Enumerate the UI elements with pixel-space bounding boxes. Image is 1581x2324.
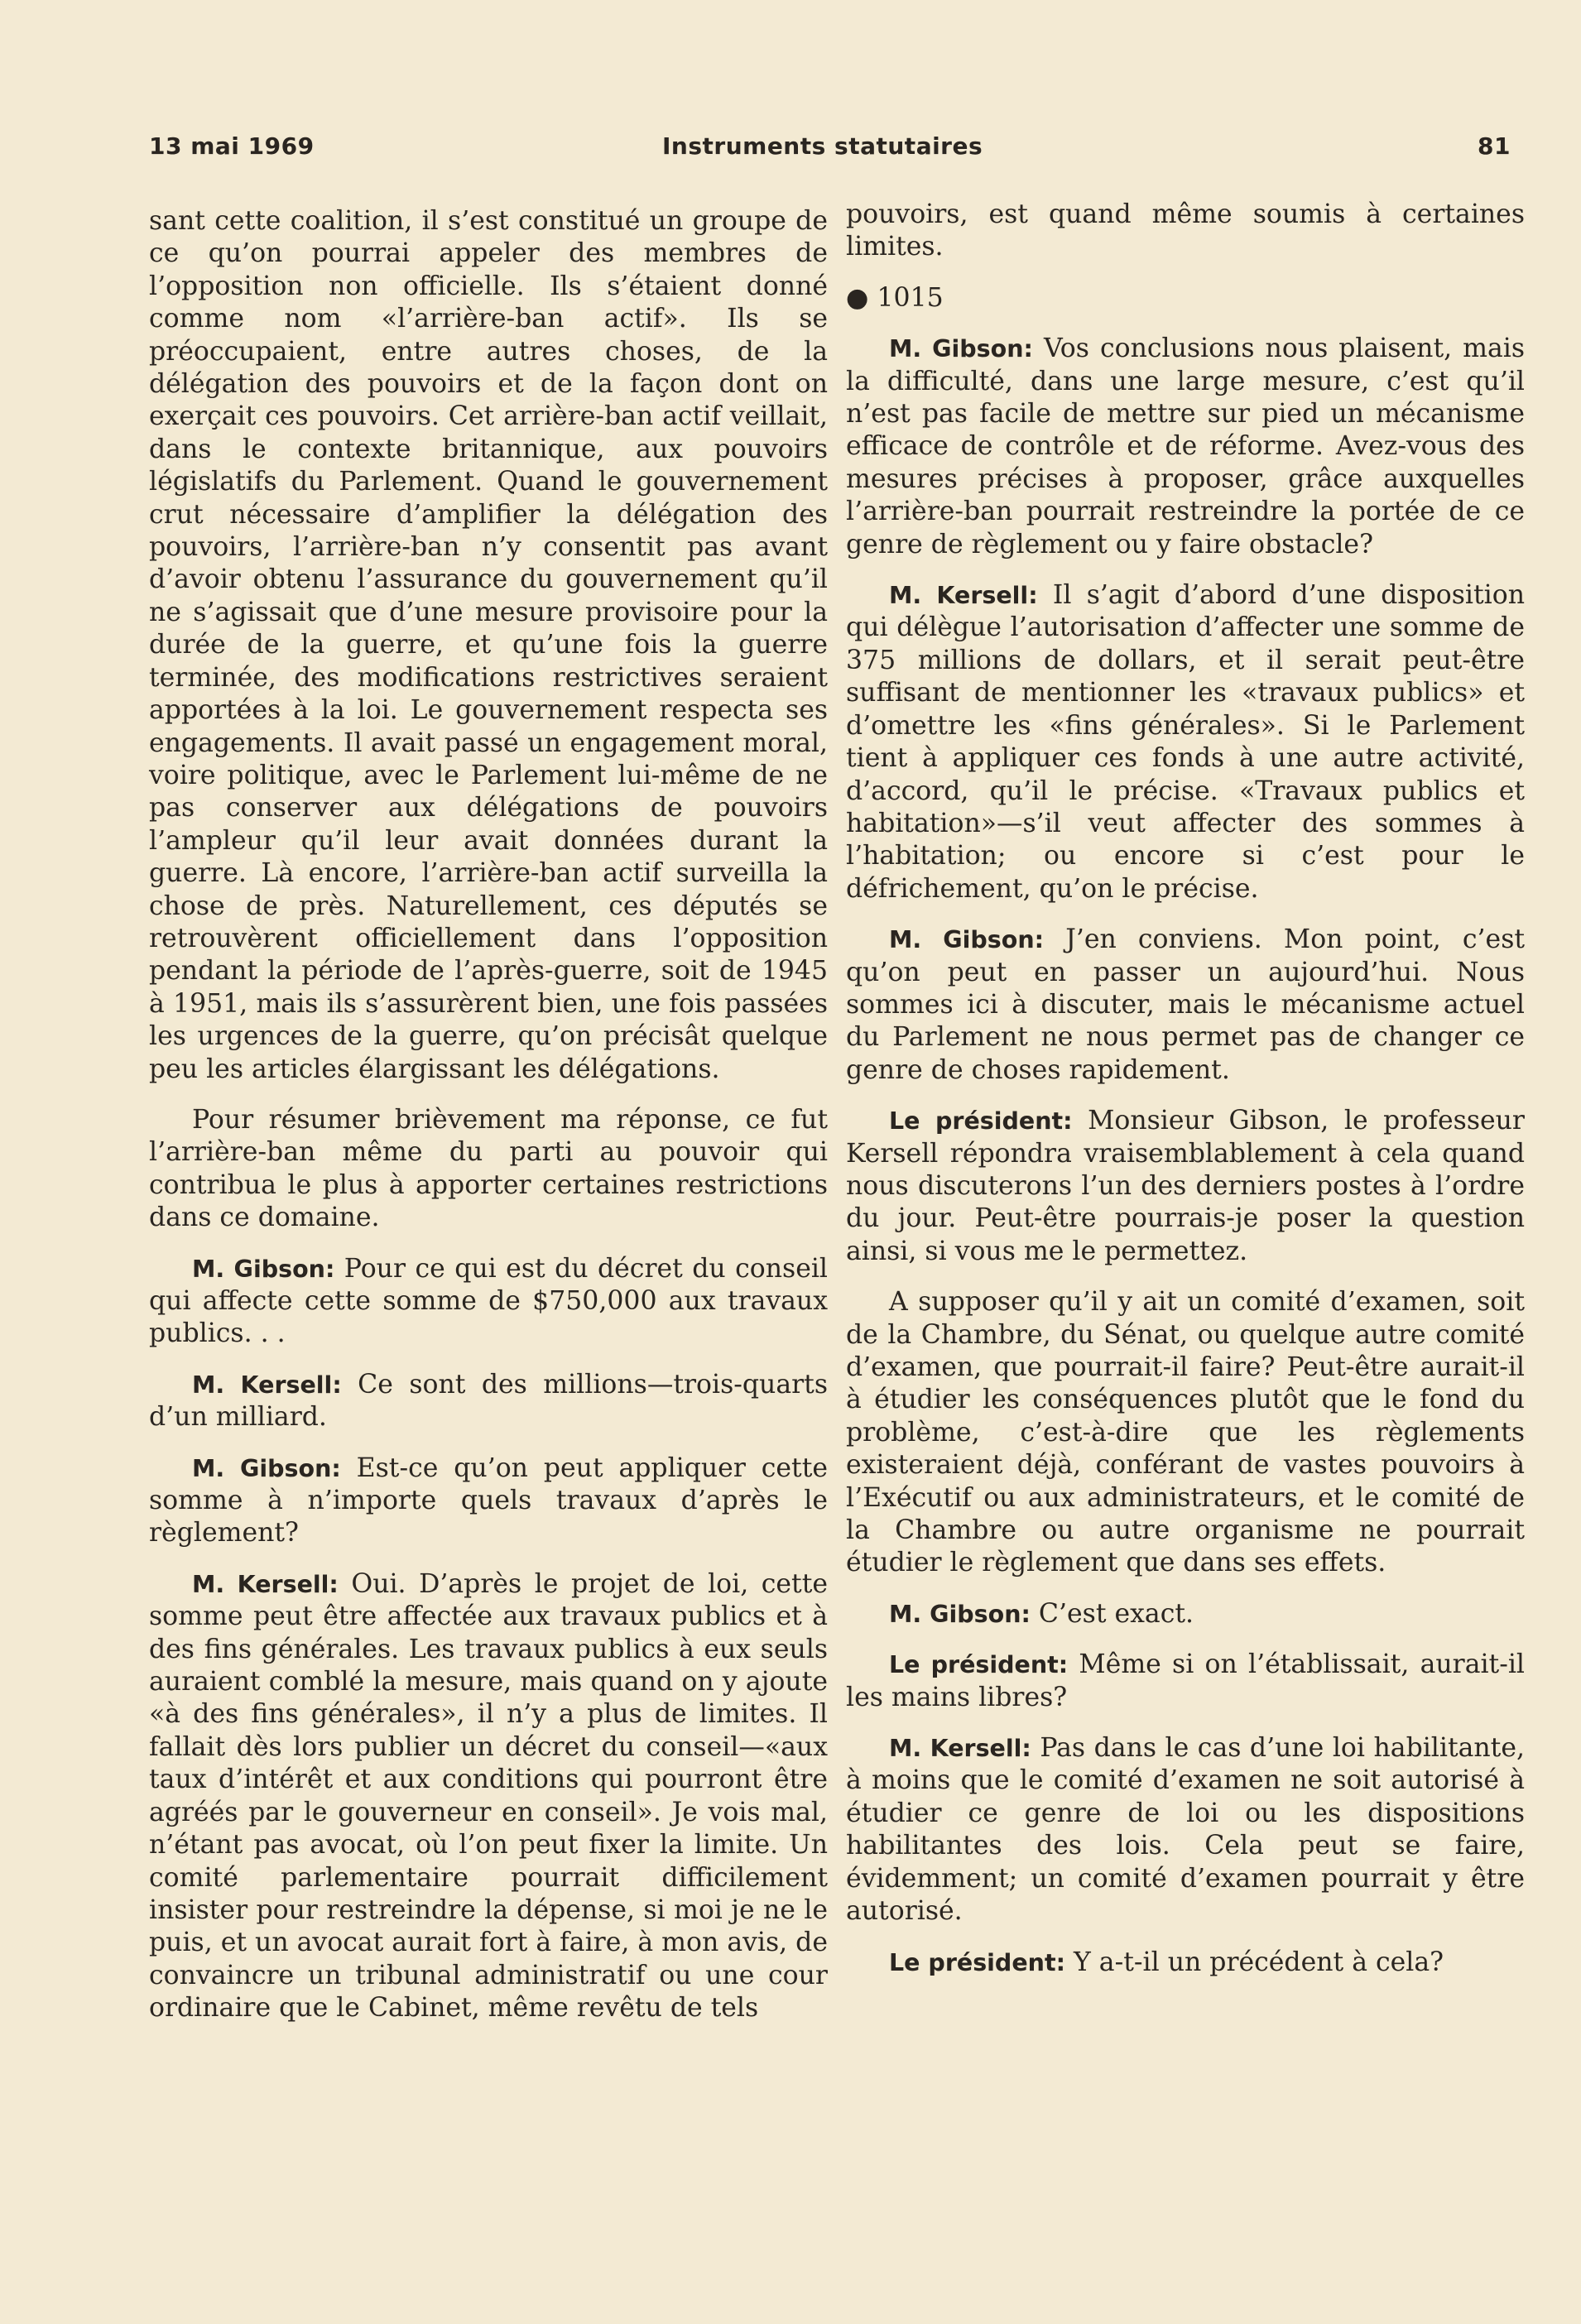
speaker-name: M. Kersell: <box>889 582 1038 610</box>
speech-paragraph <box>846 1598 1525 1630</box>
paragraph <box>846 199 1525 264</box>
speaker-name: M. Gibson: <box>889 926 1045 954</box>
paragraph <box>846 1286 1525 1580</box>
paragraph-text: Pour résumer brièvement ma réponse, ce fut l’arrière-ban même du parti au pouvoir qui contribua le plus à apporter certaines restrictions dans ce domaine. <box>149 1104 828 1233</box>
speech-paragraph <box>846 1947 1525 1979</box>
speech-paragraph <box>149 1568 828 2025</box>
paragraph-text: Y a-t-il un précédent à cela? <box>1074 1947 1444 1977</box>
header-title: Instruments statutaires <box>662 132 983 160</box>
speech-paragraph <box>149 1253 828 1351</box>
paragraph-text: C’est exact. <box>1038 1598 1194 1629</box>
paragraph-text: Est-ce qu’on peut appliquer cette somme à n’importe quels travaux d’après le règlement? <box>149 1452 828 1549</box>
paragraph-text: J’en conviens. Mon point, c’est qu’on peut en passer un aujourd’hui. Nous sommes ici à discuter, mais le mécanisme actuel du Parlement ne nous permet pas de changer ce genre de choses rapidement. <box>846 924 1526 1085</box>
paragraph-text: sant cette coalition, il s’est constitué un groupe de ce qu’on pourrai appeler des membres de l’opposition non officielle. Ils s’étaient donné comme nom «l’arrière-ban actif». Ils se préoccupaient, entre autres choses, de la délégation des pouvoirs et de la façon dont on exerçait ces pouvoirs. Cet arrière-ban actif veillait, dans le contexte britannique, aux pouvoirs législatifs du Parlement. Quand le gouvernement crut nécessaire d’amplifier la délégation des pouvoirs, l’arrière-ban n’y consentit pas avant d’avoir obtenu l’assurance du gouvernement qu’il ne s’agissait que d’une mesure provisoire pour la durée de la guerre, et qu’une fois la guerre terminée, des modifications restrictives seraient apportées à la loi. Le gouvernement respecta ses engagements. Il avait passé un engagement moral, voire politique, avec le Parlement lui-même de ne pas conserver aux délégations de pouvoirs l’ampleur qu’il leur avait données durant la guerre. Là encore, l’arrière-ban actif surveilla la chose de près. Naturellement, ces députés se retrouvèrent officiellement dans l’opposition pendant la période de l’après-guerre, soit de 1945 à 1951, mais ils s’assurèrent bien, une fois passées les urgences de la guerre, qu’on précisât quelque peu les articles élargissant les délégations. <box>149 206 828 1084</box>
header-date: 13 mai 1969 <box>149 132 315 160</box>
paragraph <box>149 1104 828 1235</box>
speaker-name: M. Gibson: <box>889 335 1033 363</box>
paragraph-text: A supposer qu’il y ait un comité d’examen, soit de la Chambre, du Sénat, ou quelque autre comité d’examen, que pourrait-il faire? Peut-être aurait-il à étudier les conséquences plutôt que le fond du problème, c’est-à-dire que les règlements existeraient déjà, conférant de vastes pouvoirs à l’Exécutif ou aux administrateurs, et le comité de la Chambre ou autre organisme ne pourrait étudier le règlement que dans ses effets. <box>846 1287 1525 1578</box>
speaker-name: Le président: <box>889 1948 1065 1976</box>
paragraph-text: Ce sont des millions—trois-quarts d’un milliard. <box>149 1369 829 1433</box>
left-column <box>149 205 828 2043</box>
speaker-name: Le président: <box>889 1651 1069 1679</box>
speaker-name: M. Kersell: <box>192 1570 339 1598</box>
speaker-name: M. Gibson: <box>192 1255 335 1283</box>
speech-paragraph <box>846 1105 1525 1268</box>
speech-paragraph <box>846 1732 1525 1928</box>
speaker-name: Le président: <box>889 1107 1073 1136</box>
paragraph <box>149 205 828 1086</box>
paragraph-text: Oui. D’après le projet de loi, cette somme peut être affectée aux travaux publics et à des fins générales. Les travaux publics à eux seuls auraient comblé la mesure, mais quand on y ajoute «à des fins générales», il n’y a plus de limites. Il fallait dès lors publier un décret du conseil—«aux taux d’intérêt et aux conditions qui pourront être agréés par le gouverneur en conseil». Je vois mal, n’étant pas avocat, où l’on peut fixer la limite. Un comité parlementaire pourrait difficilement insister pour restreindre la dépense, si moi je ne le puis, et un avocat aurait fort à faire, à mon avis, de convaincre un tribunal administratif ou une cour ordinaire que le Cabinet, même revêtu de tels <box>149 1568 829 2024</box>
paragraph-text: Même si on l’établissait, aurait-il les mains libres? <box>846 1649 1525 1712</box>
speech-paragraph <box>149 1452 828 1550</box>
paragraph-text: Monsieur Gibson, le professeur Kersell répondra vraisemblablement à cela quand nous discuterons l’un des derniers postes à l’ordre du jour. Peut-être pourrais-je poser la question ainsi, si vous me le permettez. <box>846 1106 1525 1266</box>
paragraph-text: Vos conclusions nous plaisent, mais la difficulté, dans une large mesure, c’est qu’il n’est pas facile de mettre sur pied un mécanisme efficace de contrôle et de réforme. Avez-vous des mesures précises à proposer, grâce auxquelles l’arrière-ban pourrait restreindre la portée de ce genre de règlement ou y faire obstacle? <box>846 334 1526 559</box>
speaker-name: M. Gibson: <box>192 1454 341 1482</box>
paragraph-text: Pas dans le cas d’une loi habilitante, à moins que le comité d’examen ne soit autorisé à étudier ce genre de loi ou les dispositions habilitantes des lois. Cela peut se faire, évidemment; un comité d’examen pourrait y être autorisé. <box>846 1733 1525 1927</box>
running-header <box>0 132 1581 169</box>
time-marker: ● 1015 <box>846 282 944 313</box>
paragraph-text: Il s’agit d’abord d’une disposition qui délègue l’autorisation d’affecter une somme de 375 millions de dollars, et il serait peut-être suffisant de mentionner les «travaux publics» et d’omettre les «fins générales». Si le Parlement tient à appliquer ces fonds à une autre activité, d’accord, qu’il le précise. «Travaux publics et habitation»—s’il veut affecter des sommes à l’habitation; ou encore si c’est pour le défrichement, qu’on le précise. <box>846 580 1525 904</box>
right-column <box>846 199 1525 1997</box>
speaker-name: M. Kersell: <box>192 1371 342 1399</box>
speech-paragraph <box>846 579 1525 905</box>
paragraph-text: Pour ce qui est du décret du conseil qui affecte cette somme de $750,000 aux travaux publics. . . <box>149 1253 828 1349</box>
speech-paragraph <box>846 333 1525 561</box>
speaker-name: M. Gibson: <box>889 1600 1031 1628</box>
speaker-name: M. Kersell: <box>889 1735 1031 1763</box>
speech-paragraph <box>846 924 1525 1087</box>
paragraph-text: pouvoirs, est quand même soumis à certaines limites. <box>846 199 1525 262</box>
speech-paragraph <box>846 1649 1525 1714</box>
speech-paragraph <box>149 1369 828 1434</box>
page-number: 81 <box>1478 132 1511 160</box>
